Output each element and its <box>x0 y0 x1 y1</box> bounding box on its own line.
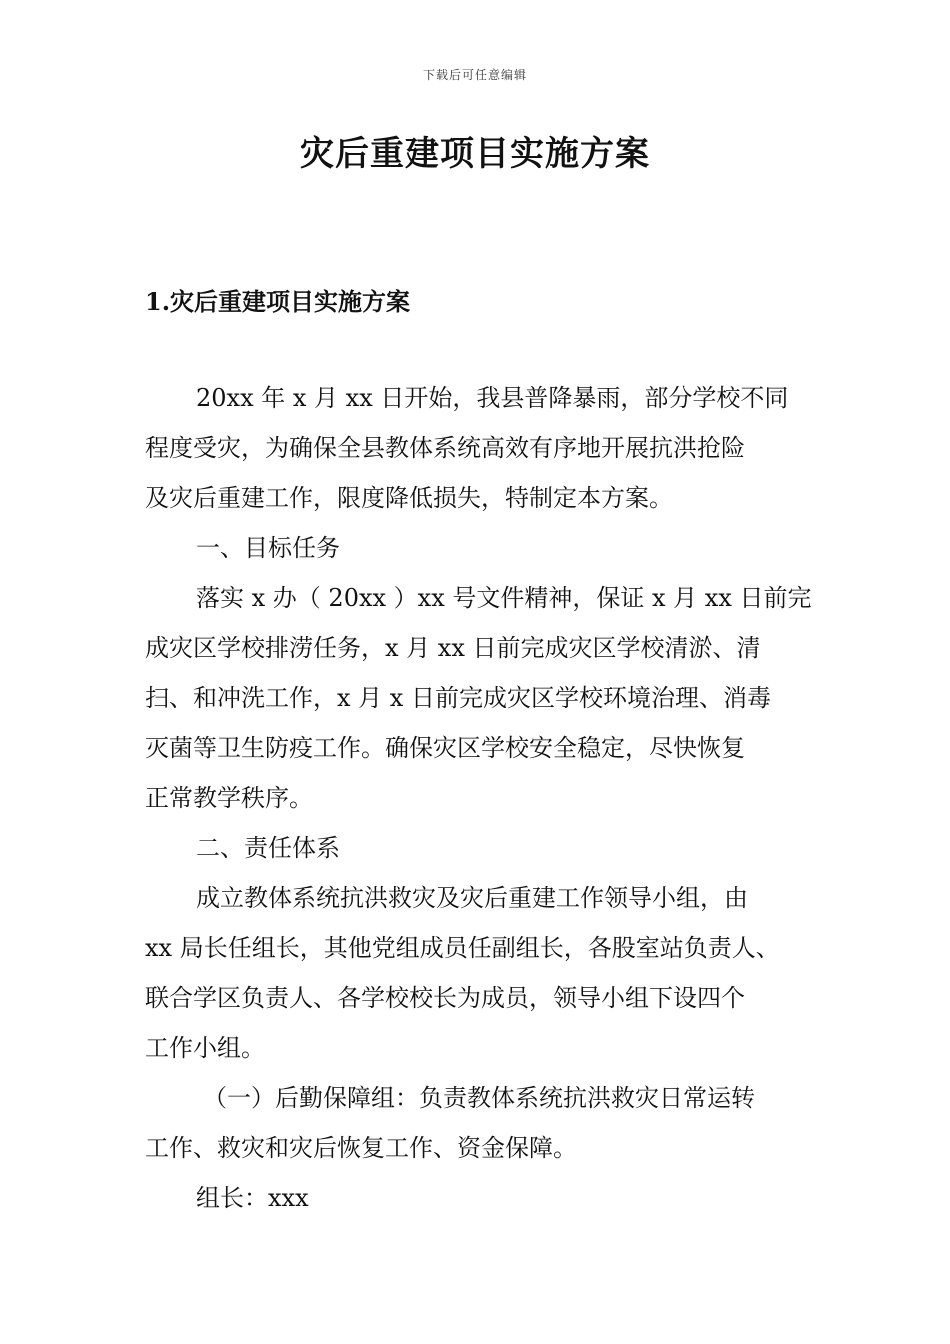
paragraph-line: 组长：xxx <box>196 1184 309 1212</box>
paragraph-line: 正常教学秩序。 <box>145 784 313 812</box>
paragraph-leader <box>145 1173 835 1223</box>
paragraph-goals <box>145 573 835 823</box>
paragraph-line: 成立教体系统抗洪救灾及灾后重建工作领导小组，由 <box>196 884 748 912</box>
paragraph-line: 联合学区负责人、各学校校长为成员，领导小组下设四个 <box>145 984 745 1012</box>
paragraph-line: 程度受灾，为确保全县教体系统高效有序地开展抗洪抢险 <box>145 434 745 462</box>
subsection-heading: 二、责任体系 <box>196 834 340 862</box>
paragraph-line: 扫、和冲洗工作，x 月 x 日前完成灾区学校环境治理、消毒 <box>145 684 771 712</box>
section-heading: 1.灾后重建项目实施方案 <box>145 287 411 316</box>
paragraph-line: 落实 x 办（ 20xx ）xx 号文件精神，保证 x 月 xx 日前完 <box>196 584 812 612</box>
paragraph-line: 工作、救灾和灾后恢复工作、资金保障。 <box>145 1134 577 1162</box>
subsection-heading: 一、目标任务 <box>196 534 340 562</box>
paragraph-line: 工作小组。 <box>145 1034 265 1062</box>
paragraph-line: 灭菌等卫生防疫工作。确保灾区学校安全稳定，尽快恢复 <box>145 734 745 762</box>
document-body <box>145 373 835 1223</box>
document-title: 灾后重建项目实施方案 <box>300 134 650 174</box>
paragraph-responsibility <box>145 873 835 1073</box>
paragraph-line: （一）后勤保障组：负责教体系统抗洪救灾日常运转 <box>203 1084 755 1112</box>
paragraph-line: xx 局长任组长，其他党组成员任副组长，各股室站负责人、 <box>145 934 780 962</box>
heading-responsibility <box>145 823 835 873</box>
heading-goals <box>145 523 835 573</box>
header-note: 下载后可任意编辑 <box>422 68 527 82</box>
paragraph-logistics <box>145 1073 835 1173</box>
paragraph-intro <box>145 373 835 523</box>
paragraph-line: 及灾后重建工作，限度降低损失，特制定本方案。 <box>145 484 673 512</box>
paragraph-line: 20xx 年 x 月 xx 日开始，我县普降暴雨，部分学校不同 <box>196 384 789 412</box>
paragraph-line: 成灾区学校排涝任务，x 月 xx 日前完成灾区学校清淤、清 <box>145 634 761 662</box>
